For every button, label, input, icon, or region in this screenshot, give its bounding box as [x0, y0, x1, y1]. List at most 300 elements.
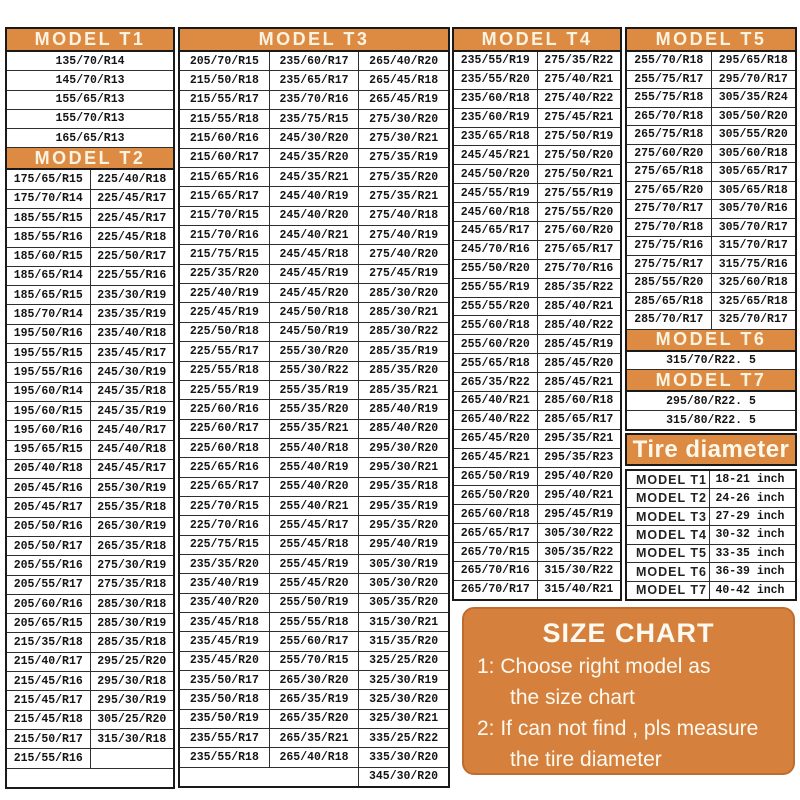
- table-row: [7, 71, 173, 90]
- size-cell: 245/45/R21: [454, 146, 538, 164]
- size-cell: 275/65/R20: [627, 182, 712, 200]
- size-cell: MODEL T4: [627, 526, 710, 543]
- size-cell: 30-32 inch: [715, 528, 785, 542]
- table-row: [454, 316, 620, 335]
- model-t5-rows: [627, 52, 795, 330]
- size-cell: 245/55/R19: [454, 184, 538, 202]
- table-row: [454, 486, 620, 505]
- table-row: [180, 226, 448, 245]
- size-cell: 285/30/R18: [97, 597, 167, 611]
- size-cell: 245/45/R20: [270, 284, 360, 302]
- table-row: [627, 471, 795, 489]
- size-cell: 295/80/R22. 5: [666, 394, 756, 408]
- size-cell: 275/75/R16: [627, 237, 712, 255]
- table-row: [454, 52, 620, 71]
- size-cell: 285/60/R18: [544, 394, 614, 408]
- table-row: [180, 342, 448, 361]
- size-cell: 245/65/R17: [454, 222, 538, 240]
- table-row: [7, 402, 173, 421]
- size-cell: 225/50/R17: [97, 250, 167, 264]
- table-row: [180, 362, 448, 381]
- table-row: [7, 190, 173, 209]
- table-row: [180, 613, 448, 632]
- table-row: [627, 219, 795, 238]
- model-t6-header: MODEL T6: [627, 330, 795, 352]
- size-cell: 265/35/R18: [97, 539, 167, 553]
- size-cell: 275/55/R20: [544, 205, 614, 219]
- size-cell: 175/65/R15: [7, 170, 91, 188]
- size-cell: 235/40/R20: [180, 594, 270, 612]
- size-cell: 225/65/R16: [180, 458, 270, 476]
- size-cell: 285/45/R21: [544, 375, 614, 389]
- size-cell: 295/30/R18: [97, 674, 167, 688]
- table-row: [454, 184, 620, 203]
- size-cell: 265/50/R19: [454, 468, 538, 486]
- size-cell: 275/30/R20: [369, 112, 439, 126]
- size-cell: 325/70/R17: [718, 313, 788, 327]
- table-row: [7, 672, 173, 691]
- size-cell: 245/50/R20: [454, 165, 538, 183]
- size-cell: 325/25/R20: [369, 654, 439, 668]
- table-row: [7, 614, 173, 633]
- size-cell: 295/65/R18: [718, 54, 788, 68]
- table-row: [7, 595, 173, 614]
- size-cell: 275/40/R20: [369, 248, 439, 262]
- size-cell: 165/65/R13: [55, 131, 125, 145]
- size-cell: 245/45/R18: [270, 245, 360, 263]
- size-cell: 295/40/R21: [544, 488, 614, 502]
- size-cell: 265/75/R18: [627, 126, 712, 144]
- size-cell: 205/45/R17: [7, 498, 91, 516]
- table-row: [627, 352, 795, 371]
- table-row: [627, 545, 795, 563]
- table-row: [180, 555, 448, 574]
- size-cell: 275/70/R17: [627, 200, 712, 218]
- table-row: [627, 392, 795, 411]
- size-cell: 275/45/R21: [544, 111, 614, 125]
- table-row: [180, 594, 448, 613]
- instruction-line-2b: the tire diameter: [510, 748, 662, 771]
- size-cell: 36-39 inch: [715, 565, 785, 579]
- size-cell: 275/60/R20: [627, 145, 712, 163]
- size-cell: 225/55/R17: [180, 342, 270, 360]
- size-cell: 295/35/R18: [369, 480, 439, 494]
- table-row: [7, 518, 173, 537]
- size-cell: 275/55/R19: [544, 186, 614, 200]
- model-t5-header: MODEL T5: [627, 29, 795, 52]
- size-cell: 235/35/R20: [180, 555, 270, 573]
- table-row: [627, 182, 795, 201]
- size-cell: 245/70/R16: [454, 241, 538, 259]
- table-row: [454, 411, 620, 430]
- size-cell: 305/65/R17: [718, 165, 788, 179]
- table-row: [180, 381, 448, 400]
- size-cell: 275/35/R18: [97, 578, 167, 592]
- size-cell: 235/60/R17: [270, 52, 360, 70]
- table-row: [454, 203, 620, 222]
- size-cell: 265/35/R21: [270, 729, 360, 747]
- size-cell: 225/35/R20: [180, 265, 270, 283]
- table-row: [7, 730, 173, 749]
- table-row: [7, 556, 173, 575]
- size-cell: 145/70/R13: [55, 73, 125, 87]
- table-row: [627, 163, 795, 182]
- table-row: [7, 228, 173, 247]
- table-row: [7, 129, 173, 148]
- table-row: [627, 145, 795, 164]
- size-cell: 235/30/R19: [97, 288, 167, 302]
- table-row: [627, 274, 795, 293]
- size-cell: 285/65/R18: [627, 293, 712, 311]
- size-cell: 295/25/R20: [97, 655, 167, 669]
- size-cell: 215/50/R18: [180, 71, 270, 89]
- size-cell: 265/30/R19: [97, 520, 167, 534]
- size-cell: 275/40/R18: [369, 209, 439, 223]
- table-row: [454, 71, 620, 90]
- size-cell: 285/55/R20: [627, 274, 712, 292]
- table-row: [180, 478, 448, 497]
- size-cell: 255/45/R20: [270, 574, 360, 592]
- table-row: [7, 537, 173, 556]
- model-t3-rows: [180, 52, 448, 786]
- size-cell: 155/70/R13: [55, 112, 125, 126]
- size-cell: 215/55/R16: [7, 749, 91, 767]
- size-cell: 315/30/R21: [369, 615, 439, 629]
- size-cell: 235/45/R19: [180, 632, 270, 650]
- tire-diameter-table: [625, 469, 797, 601]
- table-row: [454, 128, 620, 147]
- table-row: [180, 497, 448, 516]
- size-cell: 285/30/R20: [369, 286, 439, 300]
- size-cell: 285/40/R19: [369, 402, 439, 416]
- size-cell: 235/60/R18: [454, 90, 538, 108]
- size-cell: 275/50/R20: [544, 148, 614, 162]
- size-cell: 265/70/R17: [454, 581, 538, 599]
- size-cell: 315/30/R22: [544, 564, 614, 578]
- size-cell: 245/40/R20: [270, 207, 360, 225]
- size-cell: 235/60/R19: [454, 109, 538, 127]
- size-cell: 235/40/R18: [97, 327, 167, 341]
- size-cell: 255/30/R22: [270, 362, 360, 380]
- size-cell: 305/30/R19: [369, 557, 439, 571]
- size-cell: 275/35/R19: [369, 151, 439, 165]
- table-row: [180, 207, 448, 226]
- table-row: [180, 652, 448, 671]
- table-row: [454, 543, 620, 562]
- tire-diameter-rows: [627, 471, 795, 599]
- size-cell: 235/65/R17: [270, 71, 360, 89]
- size-cell: 275/40/R19: [369, 228, 439, 242]
- table-row: [180, 265, 448, 284]
- size-cell: 275/75/R17: [627, 256, 712, 274]
- size-cell: 255/35/R20: [270, 400, 360, 418]
- size-cell: 285/35/R20: [369, 364, 439, 378]
- size-cell: 315/70/R22. 5: [666, 353, 756, 367]
- size-cell: 265/45/R19: [369, 93, 439, 107]
- size-cell: 305/35/R20: [369, 596, 439, 610]
- table-row: [627, 489, 795, 507]
- size-cell: 285/30/R21: [369, 306, 439, 320]
- size-cell: 295/40/R19: [369, 538, 439, 552]
- size-cell: 275/35/R22: [544, 54, 614, 68]
- model-t2-rows: [7, 170, 173, 787]
- size-cell: 285/35/R22: [544, 281, 614, 295]
- size-cell: 245/40/R21: [270, 226, 360, 244]
- size-cell: 235/45/R20: [180, 652, 270, 670]
- size-cell: 295/35/R21: [544, 432, 614, 446]
- size-cell: 245/35/R20: [270, 149, 360, 167]
- size-cell: 325/60/R18: [718, 276, 788, 290]
- size-cell: 225/55/R19: [180, 381, 270, 399]
- size-cell: 225/45/R17: [97, 211, 167, 225]
- size-cell: 215/60/R17: [180, 149, 270, 167]
- size-cell: 295/35/R20: [369, 518, 439, 532]
- size-cell: 215/50/R17: [7, 730, 91, 748]
- table-row: [7, 653, 173, 672]
- table-row: [627, 293, 795, 312]
- table-row: [7, 52, 173, 71]
- size-cell: 195/50/R16: [7, 325, 91, 343]
- table-row: [180, 671, 448, 690]
- size-cell: 235/45/R18: [180, 613, 270, 631]
- table-row: [627, 200, 795, 219]
- table-row: [627, 71, 795, 90]
- size-cell: 275/65/R17: [544, 243, 614, 257]
- size-cell: 245/60/R18: [454, 203, 538, 221]
- size-cell: 245/35/R19: [97, 404, 167, 418]
- size-cell: 195/60/R14: [7, 383, 91, 401]
- size-cell: 305/25/R20: [97, 713, 167, 727]
- size-cell: 235/70/R16: [270, 91, 360, 109]
- size-cell: 175/70/R14: [7, 190, 91, 208]
- size-cell: 295/70/R17: [718, 72, 788, 86]
- size-cell: 265/45/R18: [369, 74, 439, 88]
- table-row: [627, 237, 795, 256]
- table-row: [454, 298, 620, 317]
- size-cell: 205/45/R16: [7, 479, 91, 497]
- size-cell: 325/30/R19: [369, 673, 439, 687]
- size-cell: 275/30/R19: [97, 558, 167, 572]
- size-cell: 185/65/R14: [7, 267, 91, 285]
- size-cell: 255/40/R19: [270, 458, 360, 476]
- size-cell: 315/35/R20: [369, 634, 439, 648]
- size-cell: 235/55/R17: [180, 729, 270, 747]
- table-row: [7, 325, 173, 344]
- table-row: [7, 383, 173, 402]
- table-row: [454, 109, 620, 128]
- table-row: [454, 562, 620, 581]
- size-cell: 305/50/R20: [718, 109, 788, 123]
- model-t7-rows: [627, 392, 795, 429]
- size-cell: 195/55/R15: [7, 344, 91, 362]
- table-row: [180, 690, 448, 709]
- table-row: [454, 524, 620, 543]
- table-row: [180, 768, 448, 786]
- size-cell: 255/60/R20: [454, 335, 538, 353]
- size-cell: 215/45/R16: [7, 672, 91, 690]
- size-cell: 215/40/R17: [7, 653, 91, 671]
- model-t3-header: MODEL T3: [180, 29, 448, 52]
- table-row: [7, 498, 173, 517]
- size-cell: 275/45/R19: [369, 267, 439, 281]
- table-row: [7, 769, 173, 787]
- size-cell: 265/40/R21: [454, 392, 538, 410]
- table-row: [454, 354, 620, 373]
- size-cell: 255/45/R19: [270, 555, 360, 573]
- size-cell: 275/65/R18: [627, 163, 712, 181]
- size-cell: 255/40/R20: [270, 478, 360, 496]
- size-cell: 225/50/R18: [180, 323, 270, 341]
- size-chart-title: SIZE CHART: [542, 618, 715, 648]
- size-cell: 245/40/R17: [97, 423, 167, 437]
- size-cell: MODEL T2: [627, 489, 710, 506]
- table-row: [7, 363, 173, 382]
- table-row: [454, 241, 620, 260]
- size-cell: 215/35/R18: [7, 633, 91, 651]
- table-row: [180, 168, 448, 187]
- size-cell: 265/40/R20: [369, 54, 439, 68]
- size-cell: 325/65/R18: [718, 294, 788, 308]
- model-t1-header: MODEL T1: [7, 29, 173, 52]
- table-row: [180, 303, 448, 322]
- size-cell: 225/45/R18: [97, 230, 167, 244]
- table-row: [627, 52, 795, 71]
- table-row: [180, 400, 448, 419]
- size-cell: 195/60/R16: [7, 421, 91, 439]
- size-cell: 255/70/R18: [627, 52, 712, 70]
- size-cell: 215/65/R17: [180, 187, 270, 205]
- size-cell: 225/55/R18: [180, 362, 270, 380]
- size-cell: 245/35/R21: [270, 168, 360, 186]
- size-cell: 305/30/R22: [544, 526, 614, 540]
- table-row: [454, 392, 620, 411]
- size-cell: 33-35 inch: [715, 546, 785, 560]
- instruction-line-1: 1: Choose right model as: [477, 655, 711, 678]
- tire-diameter-header: Tire diameter: [625, 433, 797, 466]
- size-cell: 305/55/R20: [718, 128, 788, 142]
- size-cell: 225/55/R16: [97, 269, 167, 283]
- size-cell: 265/45/R20: [454, 430, 538, 448]
- size-cell: 255/35/R19: [270, 381, 360, 399]
- size-cell: 225/60/R16: [180, 400, 270, 418]
- size-cell: 255/40/R18: [270, 439, 360, 457]
- table-row: [627, 582, 795, 599]
- table-row: [454, 146, 620, 165]
- size-cell: 335/25/R22: [369, 731, 439, 745]
- size-cell: 295/30/R19: [97, 694, 167, 707]
- table-row: [7, 691, 173, 710]
- size-cell: 215/70/R16: [180, 226, 270, 244]
- size-cell: 285/40/R22: [544, 318, 614, 332]
- size-cell: 225/60/R17: [180, 420, 270, 438]
- size-cell: 185/65/R15: [7, 286, 91, 304]
- size-cell: 225/70/R15: [180, 497, 270, 515]
- size-cell: 305/70/R16: [718, 202, 788, 216]
- table-row: [7, 267, 173, 286]
- size-cell: 205/40/R18: [7, 460, 91, 478]
- size-cell: 245/50/R18: [270, 303, 360, 321]
- table-row: [7, 633, 173, 652]
- size-cell: 255/45/R18: [270, 536, 360, 554]
- table-row: [180, 52, 448, 71]
- size-cell: MODEL T5: [627, 545, 710, 562]
- size-cell: 255/65/R18: [454, 354, 538, 372]
- model-t5-t6-t7-table: [625, 27, 797, 431]
- size-cell: 265/70/R15: [454, 543, 538, 561]
- size-cell: 255/55/R20: [454, 298, 538, 316]
- size-cell: 255/50/R20: [454, 260, 538, 278]
- size-cell: 225/70/R16: [180, 516, 270, 534]
- size-cell: 295/35/R19: [369, 499, 439, 513]
- size-cell: 235/50/R17: [180, 671, 270, 689]
- size-cell: 195/55/R16: [7, 363, 91, 381]
- size-cell: 195/60/R15: [7, 402, 91, 420]
- table-row: [7, 421, 173, 440]
- size-cell: 285/35/R21: [369, 383, 439, 397]
- size-cell: 205/55/R17: [7, 576, 91, 594]
- size-cell: 325/30/R20: [369, 693, 439, 707]
- table-row: [454, 468, 620, 487]
- size-cell: 215/65/R16: [180, 168, 270, 186]
- size-cell: 265/70/R16: [454, 562, 538, 580]
- model-t1-rows: [7, 52, 173, 148]
- size-cell: 275/30/R21: [369, 132, 439, 146]
- size-cell: 225/45/R19: [180, 303, 270, 321]
- size-cell: 265/40/R22: [454, 411, 538, 429]
- model-t4-table: [452, 27, 622, 601]
- size-cell: 245/30/R19: [97, 365, 167, 379]
- table-row: [454, 449, 620, 468]
- size-cell: 205/50/R17: [7, 537, 91, 555]
- size-cell: 285/35/R18: [97, 636, 167, 650]
- table-row: [7, 248, 173, 267]
- table-row: [7, 479, 173, 498]
- size-cell: 325/30/R21: [369, 712, 439, 726]
- table-row: [180, 458, 448, 477]
- size-cell: 295/35/R23: [544, 451, 614, 465]
- size-cell: 205/65/R15: [7, 614, 91, 632]
- table-row: [180, 574, 448, 593]
- size-cell: 315/75/R16: [718, 257, 788, 271]
- table-row: [454, 260, 620, 279]
- size-cell: 295/45/R19: [544, 507, 614, 521]
- size-cell: MODEL T1: [627, 471, 710, 488]
- size-cell: 255/50/R19: [270, 594, 360, 612]
- table-row: [180, 71, 448, 90]
- table-row: [180, 91, 448, 110]
- table-row: [7, 91, 173, 110]
- table-row: [454, 335, 620, 354]
- model-t3-table: [178, 27, 450, 788]
- size-cell: 235/50/R18: [180, 690, 270, 708]
- size-chart-infobox: [462, 607, 795, 775]
- size-cell: 255/35/R21: [270, 420, 360, 438]
- size-cell: 225/75/R15: [180, 536, 270, 554]
- size-cell: 295/30/R21: [369, 460, 439, 474]
- table-row: [180, 110, 448, 129]
- table-row: [180, 710, 448, 729]
- size-cell: 285/45/R19: [544, 337, 614, 351]
- table-row: [454, 581, 620, 599]
- table-row: [180, 129, 448, 148]
- size-cell: 265/35/R20: [270, 710, 360, 728]
- size-cell: 255/30/R19: [97, 481, 167, 495]
- size-cell: 285/45/R20: [544, 356, 614, 370]
- size-cell: 185/55/R16: [7, 228, 91, 246]
- size-cell: 305/70/R17: [718, 220, 788, 234]
- table-row: [454, 90, 620, 109]
- size-cell: 265/35/R22: [454, 373, 538, 391]
